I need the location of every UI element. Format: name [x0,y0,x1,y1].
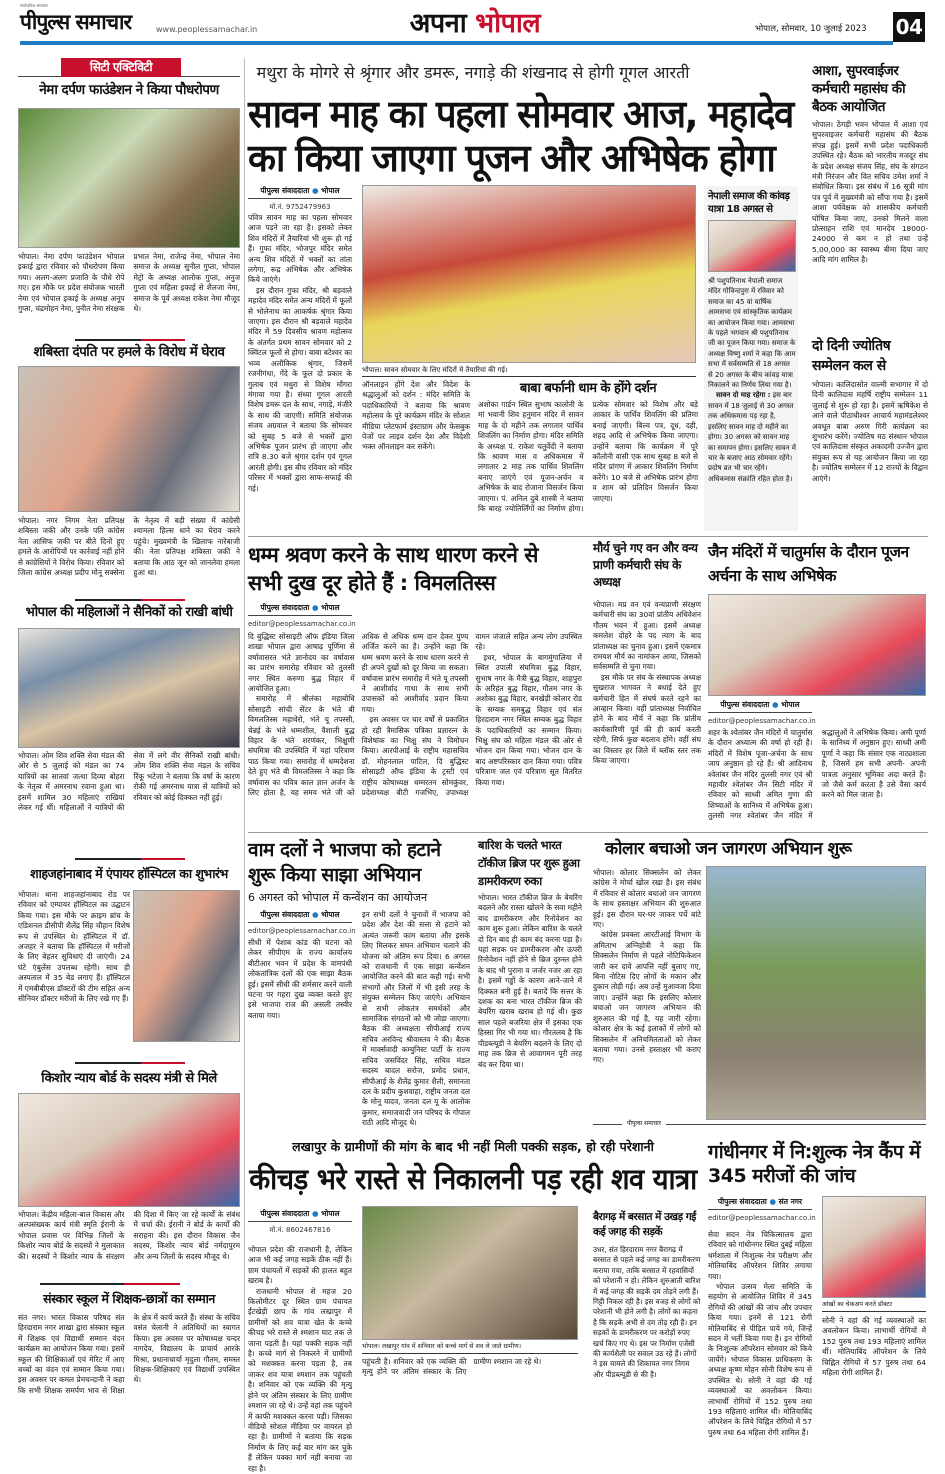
editor-email-text[interactable]: editor@peoplessamachar.co.in [708,1214,816,1222]
baba-text: अशोका गार्डन स्थित सुभाष कालोनी के मां भवानी शिव हनुमान मंदिर में सावन माह के दो महीने तक लगातार पार्थिव शिवलिंग का निर्माण होगा। मंदिर समिति के अध्यक्ष पं. राकेश चतुर्वेदी ने बताया कि श्रावण मास व अधिकमास में लगातार 2 माह तक पार्थिव शिवलिंग बनाए जाएंगे एवं पूजन-अर्चन व अभिषेक के बाद रोजाना विसर्जन किया जाएगा। पं. अनिल दुबे शास्त्री ने बताया कि बारह ज्योतिर्लिंगों का निर्माण होगा। प्रत्येक सोमवार को विशेष और बड़े आकार के पार्थिव शिवलिंग की प्रतिमा बनाई जाएगी। बिल्व पत्र, दूध, दही, शहद आदि से अभिषेक किया जाएगा। उन्होंने बताया कि कार्यक्रम में पूरे कॉलोनी वासी एक साथ सुबह 8 बजे से मंदिर प्रांगण में आकार शिवलिंग निर्माण करेंगे। 10 बजे से अभिषेक प्रारंभ होगा व शाम को प्रतिदिन विसर्जन किया जाएगा। [478,400,698,514]
lakhapur-body-col1 [248,1245,352,1473]
gandhi-body-col2 [822,1316,926,1420]
divider [75,1062,185,1064]
page-number: 04 [893,12,925,42]
gandhi-para-cont: सोनी ने वहां की गई व्यवस्थाओं का अवलोकन किया। लाभार्थी रोगियों में 152 पुरुष तथा 193 महिलाएं शामिल थीं। मोतियाबिंद ऑपरेशन के लिये चिह्नित रोगियों में 57 पुरुष तथा 64 महिला रोगी शामिल हैं। [822,1316,926,1378]
masthead-rule [20,41,893,45]
gandhi-byline: पीपुल्स संवाददाता ● संत नगर [708,1196,812,1210]
byline-name: पीपुल्स संवाददाता [260,603,310,612]
jyotish-body [812,380,928,532]
lead-phone [248,199,352,213]
editor-email[interactable] [708,713,816,727]
shabista-text: भोपाल। नगर निगम नेता प्रतिपक्ष शबिस्ता जकी और उनके पति कांग्रेस नेता आसिफ जकी पर बीते दिनों हुए हमले के आरोपियों पर कार्रवाई नहीं होने से कांग्रेसियों ने विरोध किया। रविवार को जिला कांग्रेस अध्यक्ष प्रदीप मोनू सक्सेना के नेतृत्व में बड़ी संख्या में कांग्रेसी श्यामला हिल्स थाने का घेराव करने पहुंचे। मुख्यमंत्री के खिलाफ नारेबाजी की। नेता प्रतिपक्ष शबिस्ता जकी ने बताया कि आठ जून को जानलेवा हमला हुआ था। [18,516,240,578]
lakhapur-byline-block [248,1208,352,1236]
nepali-headline [708,190,796,216]
lead-kicker [248,62,698,84]
bairagarh-body [593,1245,701,1420]
divider [40,1283,180,1285]
section-title-part: अपना [409,8,476,39]
bairagarh-text: उधर, संत हिरदाराम नगर बैरागढ़ में बरसात से पहले कई जगह का डामरीकरण कराया गया, ताकि बरसात में रहवासियों को परेशानी न हो। लेकिन शुरुआती बारिश में कई जगह की सड़कें दम तोड़ने लगी हैं। गिट्टी निकल रही है। इस वजह से लोगों को परेशानी भी होने लगी है। लोगों का कहना है कि सड़कें अभी से दम तोड़ रही हैं। इन सड़कों के डामरीकरण पर करोड़ों रुपए खर्च किए गए थे। इस पर निर्माण एजेंसी की कार्यशैली पर सवाल उठ रहे हैं। लोगों ने इस मामले की शिकायत नगर निगम और पीडब्ल्यूडी से की है। [593,1245,701,1379]
dhamm-body [248,632,582,852]
lead-phone-text: मो.नं. 9752479963 [269,203,331,211]
lead-caption-text: भोपाल। सावन सोमवार के लिए मंदिरों मे तैयारियां की गई। [362,366,508,374]
dhamm-byline-block [248,602,356,630]
shabista-body [18,516,240,596]
lakhapur-phone [248,1222,352,1236]
section-rule [248,536,928,537]
jain-text: शहर के श्वेतांबर जैन मंदिरों में चातुर्मास के दौरान अध्यात्म की वर्षा हो रही है। मंदिरों में विशेष पूजा-अर्चना के साथ जाप अनुष्ठान हो रहे हैं। श्री आदिनाथ श्वेतांबर जैन मंदिर तुलसी नगर एवं श्री महावीर श्वेतांबर जैन सिटी मंदिर में रविवार को साध्वी अमित गुणा की शिष्याओं के सानिध्य में अभिषेक हुआ। तुलसी नगर श्वेतांबर जैन मंदिर में श्रद्धालुओं ने अभिषेक किया। अमी पूर्णा के सानिध्य में अनुष्ठान हुए। साध्वी अमी पूर्णा ने कहा कि संसार एक नाट्यशाला है, जिसमें हम सभी अपनी- अपनी पात्रता अनुसार भूमिका अदा करते हैं। जो जैसे कर्म करता है उसे वैसा कार्य करने को मिल जाता है। [708,728,926,821]
byline-place: संत नगर [778,1197,803,1206]
vam-subhead [248,890,468,905]
jain-photo [708,594,926,696]
nepali-headline-text: नेपाली समाज की कांवड़ यात्रा 18 अगस्त से [708,191,790,215]
byline-name: पीपुल्स संवाददाता [260,186,310,195]
lead-byline-block [248,185,352,213]
dateline-text: भोपाल, सोमवार, 10 जुलाई 2023 [755,24,867,34]
jyotish-headline [812,336,930,376]
lead-byline: पीपुल्स संवाददाता ● भोपाल [248,185,352,199]
section-title-city: भोपाल [475,8,541,39]
lead-para: ऑनलाइन होंगे देश और विदेश के श्रद्धालुओं को दर्शन : मंदिर समिति के पदाधिकारियों ने बताया कि श्रावण महोत्सव के पूरे कार्यक्रम मंदिर के सोशल मीडिया प्लेटफार्म इंस्टाग्राम और फेसबुक पेजों पर लाइव दर्शन देश और विदेशी भक्त ऑनलाइन कर सकेंगे। [362,380,470,452]
city-activity-column [18,58,240,77]
lead-kicker-text: मथुरा के मोगरे से श्रृंगार और डमरू, नगाड़े की शंखनाद से होगी गूगल आरती [256,63,690,82]
nema-text: भोपाल। नेमा दर्पण फाउंडेशन भोपाल इकाई द्वारा रविवार को पौधरोपण किया गया। अलग-अलग प्रजाति के पौधे रोपे गए। इस मौके पर प्रदेश संयोजक भारती नेमा एवं भोपाल इकाई के अध्यक्ष अनूप गुप्ता, चंद्रमोहन नेमा, पुनीत नेमा संरक्षक प्रभात नेमा, राजेन्द्र नेमा, भोपाल नेमा समाज के अध्यक्ष सुनील गुप्ता, भोपाल मेट्रो के अध्यक्ष आलोक गुप्ता, अनुज गुप्ता एवं महिला इकाई से शैलजा नेमा, समाज के पूर्व अध्यक्ष राकेश नेमा मौजूद थे। [18,252,240,314]
lakhapur-photo [362,1206,578,1340]
kishor-photo [18,1093,240,1207]
kolar-photo [706,866,926,1120]
shabista-headline-text: शबिस्ता दंपति पर हमले के विरोध में घेराव [33,344,225,360]
jain-byline-block [708,699,816,727]
lead-headline-text: सावन माह का पहला सोमवार आज, महादेव का किया जाएगा पूजन और अभिषेक होगा [248,92,793,180]
byline-place: भोपाल [321,603,340,612]
vam-byline: पीपुल्स संवाददाता ● भोपाल [248,909,352,923]
divider [75,599,185,601]
lakhapur-phone-text: मो.नं. 8602467816 [269,1226,331,1234]
vam-subhead-text: 6 अगस्त को भोपाल में कन्वेंशन का आयोजन [248,891,428,904]
jyotish-text: भोपाल। कालिदासोत वाल्मी सभागार में दो दिनी कालिदास महर्षि राष्ट्रीय सम्मेलन 11 जुलाई से शुरू हो रहा है। इसमें ऋषिकेश से आने वाले पीठाधीश्वर आचार्य महामंडलेश्वर अवधूत बाबा अरुण गिरी कार्यक्रम का शुभारंभ करेंगे। ज्योतिष मठ संस्थान भोपाल एवं कालिदास संस्कृत अकादमी उज्जैन द्वारा संयुक्त रूप से यह आयोजन किया जा रहा है। ज्योतिष सम्मेलन में 12 राज्यों के विद्वान आएंगे। [812,380,928,483]
asha-body [812,120,928,332]
gandhi-headline [708,1140,928,1188]
nema-body [18,252,240,336]
logo-tagline: सार्वजनिक समाचार [20,3,48,8]
dhamm-para: इस अवसर पर चार वर्षों से प्रकाशित हो रही त्रैमासिक पत्रिका प्रज्ञारत्न के विशेषांक का भिक्षु संघ ने विमोचन किया। आरपीआई के राष्ट्रीय महासचिव डॉ. मोहनलाल पाटिल, दि बुद्धिस्ट सोसाइटी ऑफ इंडिया के ट्रस्टी एवं राष्ट्रीय कोषाध्यक्ष धम्मरतन सोमकुंवर, प्रदेशाध्यक्ष बीटी गजभिए, उपाध्यक्ष वामन जंजाले सहित अन्य लोग उपस्थित रहे। [361,632,582,798]
nema-headline [18,82,240,99]
kolar-footer-label: पीपुल्स समाचार [622,1120,666,1128]
hospital-body [18,890,130,1042]
lead-body-col2 [362,380,470,532]
nema-photo [18,108,240,248]
mourya-headline [593,540,701,591]
jyotish-headline-text: दो दिनी ज्योतिष सम्मेलन कल से [812,338,891,374]
kolar-headline-text: कोलार बचाओ जन जागरण अभियान शुरू [605,839,852,859]
nepali-subhead: सावन दो माह रहेगा : [716,391,771,400]
asha-headline [812,62,930,116]
asha-headline-text: आशा, सुपरवाईजर कर्मचारी महासंघ की बैठक आयोजित [812,63,906,115]
shabista-headline [18,344,240,361]
asha-text: भोपाल। ठेंगड़ी भवन भोपाल में आशा एवं सुपरवाइजर कर्मचारी महासंघ की बैठक संपन्न हुई। इसमें सभी प्रदेश पदाधिकारी उपस्थित रहे। बैठक को भारतीय मजदूर संघ के प्रदेश अध्यक्ष संजय सिंह, संघ के संगठन मंत्री निरंजन और वित सचिव उमेश शर्मा ने संबोधित किया। इस संबंध में 16 सूत्री मांग पत्र पूर्व में मुख्यमंत्री को सौंपा गया है। इसमें आशा पर्यवेक्षक को शासकीय कर्मचारी घोषित किया जाए, उनको मिलने वाला प्रोत्साहन राशि एवं मानदेय 18000-24000 से कम न हो तथा उन्हें 5,00,000 का स्वास्थ्य बीमा दिया जाए आदि मांग शामिल है। [812,120,928,265]
hospital-text: भोपाल। थाना शाहजहांनाबाद रोड पर रविवार को एम्पायर हॉस्पिटल का उद्घाटन किया गया। इस मौके पर क्राइम ब्रांच के एडिशनल डीसीपी शैलेंद्र सिंह चौहान विशेष रूप से उपस्थित थे। हॉस्पिटल में डॉ. अजहर ने बताया कि हॉस्पिटल में मरीजों के लिए बेहतर सुविधाएं दी जाएंगी। 24 घंटे एंबुलेंस उपलब्ध रहेगी। साथ ही अस्पताल में 35 बेड लगाए हैं। हॉस्पिटल में एमबीबीएस डॉक्टरों की टीम सहित अन्य सीनियर डॉक्टर मरीजों के लिए रखे गए हैं। [18,890,130,1004]
byline-name: पीपुल्स संवाददाता [717,1197,767,1206]
sanskar-body [18,1313,240,1418]
mourya-para: इस मौके पर संघ के संस्थापक अध्यक्ष सुखराज भागवत ने बधाई देते हुए कर्मचारी हित में संघर्ष करते रहने का आव्हान किया। वहीं प्रांताध्यक्ष निर्वाचित होने के बाद मौर्य ने कहा कि प्रांतीय कार्यकारिणी पूर्व की ही कार्य करती रहेगी, सिर्फ कुछ बदलाव होंगे। वहीं संघ का विस्तार हर जिले में ब्लॉक स्तर तक किया जाएगा। [593,672,701,766]
kolar-para: कांग्रेस प्रवक्ता आरटीआई विभाग के अमिताभ अग्निहोत्री ने कहा कि सिक्सलेन निर्माण से पहले नोटिफिकेशन जारी कर दावे आपत्ति नहीं बुलाए गए, बिना नोटिस दिए लोगों के मकान और दुकान तोड़ी गई। अब उन्हें मुआवजा दिया जाए। उन्होंने कहा कि इसलिए कोलार बचाओ जन जागरण अभियान की शुरुआत की गई है, यह जारी रहेगा। कोलार क्षेत्र के कई इलाकों में लोगों को सिक्सलेन में अनियमितताओं को लेकर बताया गया। उनसे हस्ताक्षर भी कराए गए। [593,930,701,1065]
gandhi-para: भोपाल उत्सव मेला समिति के सहयोग से आयोजित शिविर में 345 रोगियों की आंखों की जांच और उपचार किया गया। इनमें से 121 रोगी मोतियाबिंद से पीड़ित पाये गये, जिन्हें सदन में भर्ती किया गया है। इन रोगियों के निःशुल्क ऑपरेशन सोमवार को किये जायेंगे। भोपाल विकास प्राधिकरण के अध्यक्ष कृष्ण मोहन सोनी विशेष रूप से उपस्थित थे। सोनी ने वहां की गई व्यवस्थाओं का अवलोकन किया। लाभार्थी रोगियों में 152 पुरुष तथा 193 महिलाएं शामिल थीं। मोतियाबिंद ऑपरेशन के लिये चिह्नित रोगियों में 57 पुरुष तथा 64 महिला रोगी शामिल हैं। [708,1282,812,1437]
jain-headline-text: जैन मंदिरों में चातुर्मास के दौरान पूजन अर्चना के साथ अभिषेक [708,543,909,585]
city-activity-label [61,58,181,77]
column-rule [244,58,245,1428]
lakhapur-kicker-text: लखापुर के ग्रामीणों की मांग के बाद भी नहीं मिली पक्की सड़क, हो रही परेशानी [292,1139,654,1154]
editor-email-text[interactable]: editor@peoplessamachar.co.in [248,620,356,628]
rakhi-text: भोपाल। ओम शिव शक्ति सेवा मंडल की ओर से 5 जुलाई को मंडल का 74 यात्रियों का सातवां जत्था दिव्या बोहरा के नेतृत्व में अमरनाथ रवाना हुआ था। इसमें शामिल 30 महिलाएं राखियां लेकर गई थीं। महिलाओं ने यात्रियों की सेवा में लगे वीर सैनिकों राखी बांधी। ओम शिव शक्ति सेवा मंडल के सचिव रिंकू भटेजा ने बताया कि वर्षा के कारण रोकी गई अमरनाथ यात्रा से यात्रियों को रविवार को कोई दिक्कत नहीं हुई। [18,751,240,813]
nepali-text: श्री पशुपतिनाथ नेपाली समाज मंदिर गोविन्दपुरा में रविवार को समाज का 45 वां वार्षिक आमसभा एवं सांस्कृतिक कार्यक्रम का आयोजन किया गया। आमसभा के पहले भगवान श्री पशुपतिनाथ जी का पूजन किया गया। समाज के अध्यक्ष विष्णु शर्मा ने कहा कि आम सभा में सर्वसम्मति से 18 अगस्त से 20 अगस्त के बीच कांवड़ यात्रा निकालने का निर्णय लिया गया है। [708,277,796,390]
lead-para: पवित्र सावन माह का पहला सोमवार आज पड़ने जा रहा है। इसको लेकर शिव मंदिरों में तैयारियां भी शुरू हो गई हैं। गुफा मंदिर, भोजपुर मंदिर समेत अन्य शिव मंदिरों में भक्तों का तांता लगेगा, रूद्र अभिषेक और अभिषेक किये जाएंगे। [248,213,352,285]
lead-para: इस दौरान गुफा मंदिर, श्री बड़वाले महादेव मंदिर समेत अन्य मंदिरों में फूलों से भोलेनाथ का आकर्षक श्रृंगार किया जाएगा। इस दौरान श्री बड़वाले महादेव मंदिर में 59 दिवसीय श्रावण महोत्सव के अंतर्गत प्रथम सावन सोमवार को 2 क्विंटल फूलों से होगा। बाबा बटेश्वर का भव्य अलौकिक श्रृंगार, जिसमें रजनीगंधा, गेंदे के फूल दो प्रकार के गुलाब एवं मथुरा से विशेष मोंगरा मंगाया गया है। संध्या गूगल आरती विशेष डमरू दल के साथ, नगाड़े, मंजीरे के साथ की जाएगी। समिति संयोजक संजय अग्रवाल ने बताया कि सोमवार को सुबह 5 बजे से भक्तों द्वारा अभिषेक पूजन प्रारंभ हो जाएगा और रात्रि 8.30 बजे श्रृंगार दर्शन एवं गूगल आरती होगी। इस बीच रविवार को मंदिर परिसर में भक्तों द्वारा साफ-सफाई की गई। [248,285,352,493]
vam-para: सीधी में पेशाब कांड की घटना को लेकर सीपीएम के राज्य कार्यालय बीटीआर भवन में प्रदेश के वामपंथी लोकतांत्रिक दलों की एक साझा बैठक हुई। इसमें सीधी की शर्मसार करने वाली घटना पर गहरा दुख व्यक्त करते हुए इसे भाजपा राज की असली तस्वीर बताया गया। [248,938,352,1020]
lead-photo [362,185,696,363]
hospital-headline-text: शाहजहांनाबाद में एंपायर हॉस्पिटल का शुभारंभ [30,866,228,881]
bridge-headline-text: बारिश के चलते भारत टॉकीज ब्रिज पर शुरू हुआ डामरीकरण रुका [478,838,580,888]
byline-name: पीपुल्स संवाददाता [260,1209,310,1218]
gandhi-body-col1 [708,1230,812,1437]
lead-headline [248,92,800,180]
byline-place: भोपाल [321,1209,340,1218]
gandhi-caption [822,1300,926,1312]
kolar-body [593,868,701,1100]
divider [75,339,185,341]
mourya-para: भोपाल। मप्र वन एवं वन्यप्राणी संरक्षण कर्मचारी संघ का 30वां प्रांतीय अधिवेशन गौतम भवन में हुआ। इसमें अध्यक्ष कमलेश दोहरे के पद त्याग के बाद प्रांताध्यक्ष का चुनाव हुआ। इसमें एकमात्र रामयश मौर्य का नामांकन आया, जिसको सर्वसम्मति से चुना गया। [593,600,701,672]
sanskar-headline-text: संस्कार स्कूल में शिक्षक-छात्रों का सम्मान [43,1291,215,1306]
vam-body-col1 [248,938,352,1130]
bridge-body [478,893,582,1128]
editor-email-text[interactable]: editor@peoplessamachar.co.in [248,927,356,935]
divider [75,858,185,860]
section-rule [248,832,928,833]
kolar-para: भोपाल। कोलार सिक्सलेन को लेकर कांग्रेस ने मोर्चा खोल रखा है। इस संबंध में रविवार से कोलार बचाओ जन जागरण के साथ हस्ताक्षर अभियान की शुरुआत हुई। इस दौरान घर-घर जाकर पर्चे बांटे गए। [593,868,701,930]
gandhi-headline-text: गांधीनगर में नि:शुल्क नेत्र कैंप में 345 मरीजों की जांच [708,1141,921,1187]
lakhapur-headline [248,1160,698,1198]
lakhapur-caption-text: भोपाल। लखापुर गांव में शनिवार को कच्चे मार्ग से शव ले जाते ग्रामीण। [362,1343,522,1350]
nepali-photo [708,220,796,272]
byline-place: भोपाल [321,910,340,919]
gandhi-para: सेवा सदन नेत्र चिकित्सालय द्वारा रविवार को गांधीनगर स्थित दुबई महिला धर्मशाला में निःशुल्क नेत्र परीक्षण और मोतियाबिंद ऑपरेशन शिविर लगाया गया। [708,1230,812,1281]
byline-name: पीपुल्स संवाददाता [260,910,310,919]
gandhi-photo [822,1196,926,1298]
gandhi-caption-text: आंखों का चेकअप करते डॉक्टर [822,1301,893,1308]
vam-byline-block [248,909,356,937]
jain-headline [708,540,928,588]
rakhi-headline [18,604,240,621]
editor-email[interactable] [708,1210,816,1224]
gandhi-byline-block [708,1196,816,1224]
city-activity-label-text: सिटी एक्टिविटी [89,60,153,74]
dateline [755,23,889,35]
masthead [0,0,945,48]
sanskar-text: संत नगर। भारत विकास परिषद संत हिरदाराम नगर शाखा द्वारा संस्कार स्कूल में शिक्षक एवं विद्यार्थी सम्मान वंदन कार्यक्रम का आयोजन किया गया। इसमें स्कूल की शिक्षिकाओं एवं मेरिट में आए बच्चों का वंदन एवं सम्मान किया गया। इस अवसर पर कमल प्रेमचन्दानी ने कहा कि सभी शिक्षक समर्पण भाव से शिक्षा के क्षेत्र में कार्य करते हैं। संस्था के सचिव वसंत चेलानी ने अतिथियों का स्वागत किया। इस अवसर पर कोषाध्यक्ष चन्दर नागदेव, विद्यालय के प्राचार्य आरके मिश्रा, प्रधानाचार्या मृदुला गौतम, समस्त शिक्षक-शिक्षिकाएं एवं विद्यार्थी उपस्थित थे। [18,1313,240,1395]
bridge-text: भोपाल। भारत टॉकीज ब्रिज के बेयरिंग बदलने और रास्ता खोलने के सवा महीने बाद डामरीकरण और रिनोवेशन का काम शुरू हुआ। लेकिन बारिश के चलते दो दिन बाद ही काम बंद करना पड़ा है। यहां सड़क पर डामरीकरण और ऊपरी रिनोवेशन नहीं होने से ब्रिज दुरुस्त होने के बाद भी पुराना व जर्जर नजर आ रहा है। इसमें गड्ढों के कारण आने-जाने में दिक्कत बनी हुई है। बतादें कि सत्तर के दशक का बना भारत टॉकीज ब्रिज की बेयरिंग खराब खराब हो गई थी। कुछ साल पहले बजरिया क्षेत्र में इसका एक हिस्सा गिर भी गया था। गौरतलब है कि पीडब्ल्यूडी ने बेयरिंग बदलने के लिए दो माह तक ब्रिज से आवागमन पूरी तरह बंद कर दिया था। [478,893,583,1069]
vam-body-col2 [362,910,470,1130]
lead-caption [362,365,696,377]
nepali-text-2: इस बार सावन में 18 जुलाई से 30 अगस्त तक अधिकमास पड़ रहा है, इसलिए सावन माह दो महीने का होगा। 30 अगस्त को सावन माह का समापन होगा। इसलिए सावन में चार के बजाए आठ सोमवार रहेंगे। प्रदोष व्रत भी चार रहेंगे। अधिकमास संक्रांति रहित होता है। [708,391,796,483]
vam-headline-text: वाम दलों ने भाजपा को हटाने शुरू किया साझा अभियान [248,839,441,886]
dhamm-byline: पीपुल्स संवाददाता ● भोपाल [248,602,352,616]
baba-headline-text: बाबा बर्फानी धाम के होंगे दर्शन [519,381,657,396]
lakhapur-body-col2 [362,1357,578,1420]
dhamm-para: दि बुद्धिस्ट सोसाइटी ऑफ इंडिया जिला शाखा भोपाल द्वारा आषाढ़ पूर्णिमा से वर्षावासरत भंते ज्ञानोदय का वर्षावास का प्रारंभ समारोह रविवार को तुलसी नगर स्थित करुणा बुद्ध विहार में आयोजित हुआ। [248,632,355,694]
nema-headline-text: नेमा दर्पण फाउंडेशन ने किया पौधरोपण [39,82,219,98]
editor-email[interactable] [248,616,356,630]
kishor-text: भोपाल। केंद्रीय महिला-बाल विकास और अल्पसंख्यक कार्य मंत्री स्मृति ईरानी के भोपाल प्रवास पर विभिन्न जिलों के किशोर न्याय बोर्ड के सदस्यों ने मुलाकात की। सदस्यों ने किशोर न्याय के संरक्षण की दिशा में किए जा रहे कार्यों के संबंध में चर्चा की। ईरानी ने बोर्ड के कार्यों की सराहना की। इस दौरान विकास जैन सदस्य, किशोर न्याय बोर्ड नर्मदापुरम और अन्य जिलों के सदस्य मौजूद थे। [18,1210,240,1261]
dhamm-headline-text: धम्म श्रवण करने के साथ धारण करने से सभी दुख दूर होते हैं : विमलतिस्स [248,543,538,595]
byline-place: भोपाल [321,186,340,195]
editor-email-text[interactable]: editor@peoplessamachar.co.in [708,717,816,725]
hospital-headline [18,865,240,882]
editor-email[interactable] [248,923,356,937]
newspaper-logo [20,9,152,35]
kishor-body [18,1210,240,1282]
dhamm-headline [248,541,578,597]
nepali-body [708,276,796,531]
website-url-text[interactable]: www.peoplessamachar.in [156,25,258,34]
section-title [390,8,560,40]
lakhapur-caption [362,1342,578,1354]
lakhapur-byline: पीपुल्स संवाददाता ● भोपाल [248,1208,352,1222]
lakhapur-para: भोपाल प्रदेश की राजधानी है, लेकिन आज भी कई जगह सड़कें ठीक नहीं हैं। ग्राम पंचायतों में सड़कों की हालत बहुत खराब है। [248,1245,352,1286]
mourya-body [593,600,701,825]
website-url[interactable] [156,24,276,35]
lakhapur-headline-text: कीचड़ भरे रास्ते से निकालनी पड़ रही शव यात्रा [249,1162,697,1196]
bairagarh-headline-text: बैरागढ़ में बरसात में उखड़ गईं कई जगह की सड़कें [593,1211,696,1238]
kishor-headline-text: किशोर न्याय बोर्ड के सदस्य मंत्री से मिले [41,1071,217,1086]
byline-place: भोपाल [781,700,800,709]
byline-name: पीपुल्स संवाददाता [720,700,770,709]
bairagarh-headline [593,1210,701,1240]
hospital-photo [133,890,240,1042]
rakhi-photo [18,628,240,748]
baba-body [478,400,698,532]
vam-headline [248,838,468,888]
lead-body-col1 [248,213,352,533]
sanskar-headline [18,1290,240,1307]
baba-headline [478,380,698,397]
kolar-headline [605,838,925,860]
city-label-bar [18,58,240,77]
vam-para: इन सभी दलों ने चुनावों में भाजपा को प्रदेश और देश की सत्ता से हटाने को अत्यंत जरूरी काम बताया और इसके लिए मिलकर सघन अभियान चलाने की योजना को अंतिम रूप दिया। 6 अगस्त को राजधानी में एक साझा कन्वेंशन आयोजित करने की बात कही गई। सभी संभागों और जिलों में भी इसी तरह के संयुक्त सम्मेलन किए जाएंगे। अभियान से सभी लोकतंत्र समर्थकों और सामाजिक संगठनों को भी जोड़ा जाएगा। बैठक की अध्यक्षता सीपीआई राज्य सचिव अरविन्द श्रीवास्तव ने की। बैठक में मार्क्सवादी कम्युनिस्ट पार्टी के राज्य सचिव जसविंदर सिंह, सचिव मंडल सदस्य बादल सरोज, प्रमोद प्रधान, सीपीआई के शैलेंद्र कुमार शैली, समानता दल के प्रदीप कुशवाहा, राष्ट्रीय जनता दल के मोनू यादव, जनता दल यू के आलोक कुमार, समाजवादी जन परिषद के गोपाल राठी आदि मौजूद थे। [362,910,470,1128]
lakhapur-para-cont: पहुंचती है। शनिवार को एक व्यक्ति की मृत्यु होने पर अंतिम संस्कार के लिए ग्रामीण श्मशान जा रहे थे। [362,1357,542,1377]
jain-body [708,728,926,826]
lakhapur-kicker [248,1138,698,1155]
bridge-headline [478,836,582,890]
kishor-headline [18,1070,240,1087]
dhamm-para: समारोह में श्रीलंका महाबोधि सोसाइटी सांची सेंटर के भंते बी विमलतिस्स महाथेरो, भंते यू तपस्सी, चेन्नई के भंते धम्मशील, वैशाली बुद्ध विहार के भंते शरणंकर, भिक्षुणी संघमित्रा की उपस्थिति में यहां परित्राण पाठ किया गया। समारोह में धम्मदेशना देते हुए भंते बी विमलतिस्स ने कहा कि वर्षावास का पवित्र काल ज्ञान अर्जन के लिए होता है, यह समय भंते जी को अधिक से अधिक धम्म दान देकर पुण्य अर्जित करने का है। उन्होंने कहा कि धम्म श्रवण करने के साथ धारण करने से ही अपने दुखों को दूर किया जा सकता। वर्षावास प्रारंभ समारोह में भंते यू तपस्सी ने आशीर्वाद गाथा के साथ सभी उपासकों को आशीर्वाद प्रदान किया गया। [248,632,469,798]
lakhapur-para: राजधानी भोपाल से महज 20 किलोमीटर दूर स्थित ग्राम पंचायत ईंटखेड़ी छाप के गांव लखापुर में ग्रामीणों को शव यात्रा खेत के कच्चे कीचड़ भरे रास्ते से श्मशान घाट तक ले जाना पड़ती है। यहां पक्की सड़क नहीं है। कच्चे मार्ग से निकलने में ग्रामीणों को मशक्कत करना पड़ता है, तब जाकर शव यात्रा श्मशान तक पहुंचती है। शनिवार को एक व्यक्ति की मृत्यु होने पर अंतिम संस्कार के लिए ग्रामीण श्मशान जा रहे थे। उन्हें वहां तक पहुंचने में काफी मशक्कत करना पड़ी। जिसका वीडियो सोशल मीडिया पर वायरल हो रहा है। ग्रामीणों ने बताया कि सड़क निर्माण के लिए कई बार मांग कर चुके हैं लेकिन पक्का मार्ग नहीं बनाया जा रहा है। [248,1286,352,1473]
rakhi-body [18,751,240,855]
rakhi-headline-text: भोपाल की महिलाओं ने सैनिकों को राखी बांधी [25,605,233,620]
mourya-headline-text: मौर्य चुने गए वन और वन्य प्राणी कर्मचारी संघ के अध्यक्ष [593,541,698,589]
dhamm-para: इधर, भोपाल के बागमुंगालिया में स्थित उपाली संघमित्रा बुद्ध विहार, सुभाष नगर के मैत्री बुद्ध विहार, शाहपुरा के अरिहंत बुद्ध विहार, गौतम नगर के अशोका बुद्ध विहार, बनखेड़ी कोलार रोड के सम्यक समबुद्ध विहार एवं संत हिरदाराम नगर स्थित सम्यक बुद्ध विहार के पदाधिकारियों का सम्मान किया। भिक्षु संघ को महिला मंडल की ओर से भोजन दान किया गया। भोजन दान के बाद अष्टपरिस्कार दान किया गया। पवित्र परित्राण जल एवं परित्राण सूत वितरित किया गया। [475,652,582,787]
jain-byline: पीपुल्स संवाददाता ● भोपाल [708,699,812,713]
shabista-photo [18,366,240,512]
newspaper-logo-text: पीपुल्स समाचार [20,10,132,34]
